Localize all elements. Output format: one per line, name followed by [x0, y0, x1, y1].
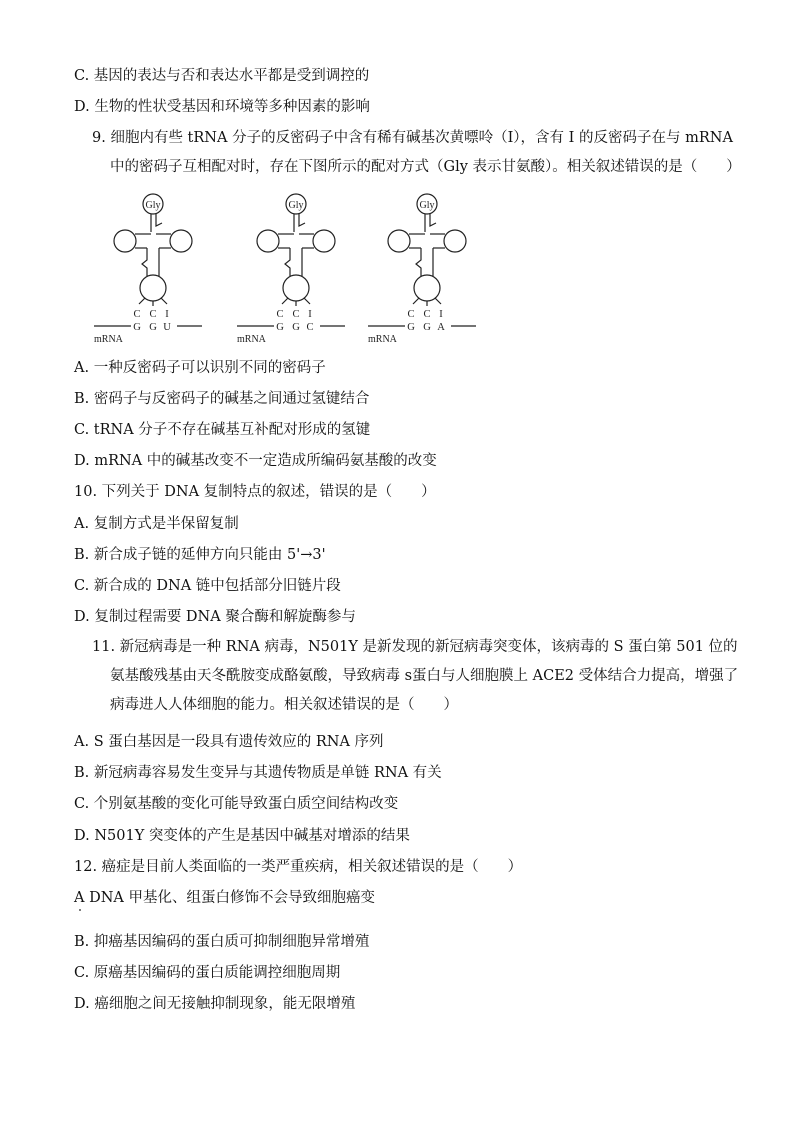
trna-unit-2: [237, 194, 345, 345]
q10-option-c: C. 新合成的 DNA 链中包括部分旧链片段: [74, 578, 341, 594]
d-loop: [388, 230, 410, 252]
trna-unit-3: [368, 194, 476, 345]
anticodon-stem-left: [142, 248, 147, 276]
codon-base: G: [276, 322, 284, 333]
anticodon-base: I: [165, 309, 169, 320]
q10-option-d: D. 复制过程需要 DNA 聚合酶和解旋酶参与: [74, 609, 356, 625]
mrna-label: mRNA: [237, 334, 266, 345]
anticodon-stem-left: [285, 248, 290, 276]
anticodon-ticks: [139, 298, 167, 306]
codon-base: U: [163, 322, 171, 333]
trna-pairing-figure: [90, 192, 490, 348]
anticodon-loop: [283, 275, 309, 301]
q11-stem: 11. 新冠病毒是一种 RNA 病毒，N501Y 是新发现的新冠病毒突变体，该病毒的 S 蛋白第 501 位的氨基酸残基由天冬酰胺变成酪氨酸，导致病毒 s蛋白与人细胞膜上 ACE2 受体结合力提高，增强了病毒进人人体细胞的能力。相关叙述错误的是（ ）: [92, 639, 739, 713]
q10-option-a: A. 复制方式是半保留复制: [74, 516, 239, 532]
anticodon-ticks: [413, 298, 441, 306]
q9-option-b: B. 密码子与反密码子的碱基之间通过氢键结合: [74, 391, 370, 407]
anticodon-loop: [414, 275, 440, 301]
q9-stem: 9. 细胞内有些 tRNA 分子的反密码子中含有稀有碱基次黄嘌呤（I），含有 I 的反密码子在与 mRNA 中的密码子互相配对时，存在下图所示的配对方式（Gly 表示甘氨酸）。相关叙述错误的是（ ）: [92, 130, 741, 175]
t-loop: [444, 230, 466, 252]
t-loop: [170, 230, 192, 252]
amino-acid-label: Gly: [419, 200, 435, 211]
anticodon-stem-left: [416, 248, 421, 276]
anticodon-base: I: [439, 309, 443, 320]
q9-option-a: A. 一种反密码子可以识别不同的密码子: [74, 360, 326, 376]
anticodon-base: C: [149, 309, 157, 320]
q11-option-b: B. 新冠病毒容易发生变异与其遗传物质是单链 RNA 有关: [74, 765, 442, 781]
q10-option-b: B. 新合成子链的延伸方向只能由 5'→3': [74, 547, 326, 563]
codon-base: G: [133, 322, 141, 333]
mrna-label: mRNA: [368, 334, 397, 345]
q10-stem: 10. 下列关于 DNA 复制特点的叙述，错误的是（ ）: [74, 484, 436, 500]
q12-option-a: A DNA 甲基化、组蛋白修饰不会导致细胞癌变: [74, 890, 375, 906]
mrna-label: mRNA: [94, 334, 123, 345]
anticodon-base: C: [292, 309, 300, 320]
acceptor-stem: [151, 214, 162, 232]
anticodon-base: I: [308, 309, 312, 320]
t-loop: [313, 230, 335, 252]
q9-option-d: D. mRNA 中的碱基改变不一定造成所编码氨基酸的改变: [74, 453, 437, 469]
anticodon-loop: [140, 275, 166, 301]
stray-dot: [79, 909, 81, 911]
q11-option-c: C. 个别氨基酸的变化可能导致蛋白质空间结构改变: [74, 796, 399, 812]
anticodon-base: C: [276, 309, 284, 320]
q8-option-c: C. 基因的表达与否和表达水平都是受到调控的: [74, 68, 370, 84]
q11-option-d: D. N501Y 突变体的产生是基因中碱基对增添的结果: [74, 828, 410, 844]
anticodon-ticks: [282, 298, 310, 306]
acceptor-stem: [294, 214, 305, 232]
amino-acid-label: Gly: [145, 200, 161, 211]
codon-base: C: [306, 322, 314, 333]
d-loop: [114, 230, 136, 252]
codon-base: G: [407, 322, 415, 333]
anticodon-base: C: [133, 309, 141, 320]
d-loop: [257, 230, 279, 252]
q12-option-c: C. 原癌基因编码的蛋白质能调控细胞周期: [74, 965, 341, 981]
anticodon-base: C: [407, 309, 415, 320]
codon-base: G: [423, 322, 431, 333]
q11-option-a: A. S 蛋白基因是一段具有遗传效应的 RNA 序列: [74, 734, 384, 750]
q12-stem: 12. 癌症是目前人类面临的一类严重疾病，相关叙述错误的是（ ）: [74, 859, 523, 875]
trna-unit-1: [94, 194, 202, 345]
q8-option-d: D. 生物的性状受基因和环境等多种因素的影响: [74, 99, 370, 115]
q9-option-c: C. tRNA 分子不存在碱基互补配对形成的氢键: [74, 422, 371, 438]
acceptor-stem: [425, 214, 436, 232]
q12-option-d: D. 癌细胞之间无接触抑制现象，能无限增殖: [74, 996, 356, 1012]
codon-base: A: [437, 322, 445, 333]
codon-base: G: [149, 322, 157, 333]
q12-option-b: B. 抑癌基因编码的蛋白质可抑制细胞异常增殖: [74, 934, 370, 950]
codon-base: G: [292, 322, 300, 333]
amino-acid-label: Gly: [288, 200, 304, 211]
anticodon-base: C: [423, 309, 431, 320]
